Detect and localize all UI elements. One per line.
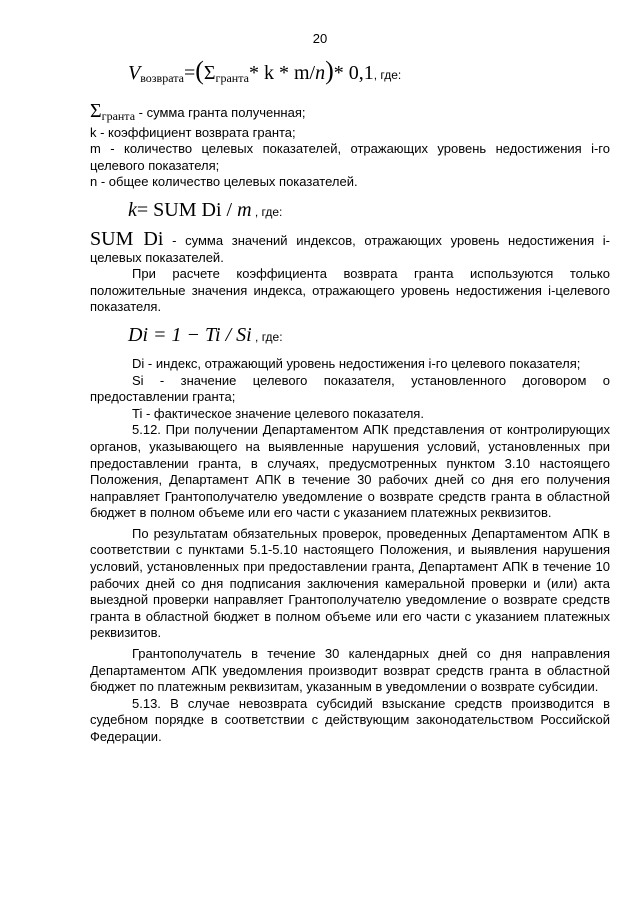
sumdi-head: SUM Di xyxy=(90,227,164,250)
definition-n: n - общее количество целевых показателей. xyxy=(90,174,358,190)
definition-ti: Ti - фактическое значение целевого показателя. xyxy=(132,405,424,421)
definition-si: Si - значение целевого показателя, установленного договором о предоставлении гранта; xyxy=(90,372,610,405)
formula2-mid: = SUM Di / xyxy=(136,198,238,221)
formula3-where: , где: xyxy=(251,329,283,344)
formula-sigma-sub: гранта xyxy=(215,71,249,85)
sumdi-text: - сумма значений индексов, отражающих уровень недостижения i-целевых показателей. xyxy=(90,232,611,265)
definition-di: Di - индекс, отражающий уровень недостижения i-го целевого показателя; xyxy=(132,355,581,371)
formula-open-paren: ( xyxy=(195,56,204,85)
formula-tail: * 0,1 xyxy=(333,62,374,84)
formula2-where: , где: xyxy=(251,204,283,219)
formula-coefficient xyxy=(128,195,610,227)
formula-v-sub: возврата xyxy=(140,71,184,85)
definition-k: k - коэффициент возврата гранта; xyxy=(90,124,296,140)
paragraph-results: По результатам обязательных проверок, проведенных Департаментом АПК в соответствии с пунктами 5.1-5.10 настоящего Положения, и выявления нарушения условий, установленных при предоставлении гранта, Департамент АПК в течение 10 рабочих дней со дня подписания заключения камеральной проверки и (или) акта выездной проверки направляет Грантополучателю уведомление о возврате средств гранта в областной бюджет в полном объеме или его части с указанием платежных реквизитов. xyxy=(90,525,610,641)
formula-where: , где: xyxy=(373,68,402,82)
formula2-k: k xyxy=(128,198,137,221)
formula-middle: * k * m/ xyxy=(248,62,316,84)
formula2-m: m xyxy=(237,198,252,221)
formula-index xyxy=(128,320,610,352)
definition-m: m - количество целевых показателей, отражающих уровень недостижения i-го целевого показателя; xyxy=(90,141,610,173)
sumdi-definition xyxy=(90,227,611,266)
formula-n: n xyxy=(315,62,326,84)
paragraph-calculation: При расчете коэффициента возврата гранта используются только положительные значения индекса, отражающего уровень недостижения i-целевого показателя. xyxy=(90,266,610,315)
sigma-symbol: Σ xyxy=(90,100,102,122)
formula-close-paren: ) xyxy=(325,56,334,85)
formula-sigma: Σ xyxy=(203,62,216,84)
paragraph-recipient: Грантополучатель в течение 30 календарных дней со дня направления Департаментом АПК уведомления производит возврат средств гранта в областной бюджет по платежным реквизитам, указанным в уведомлении о возврате субсидии. xyxy=(90,646,610,695)
sigma-definition xyxy=(90,100,610,125)
sigma-sub: гранта xyxy=(101,109,136,123)
document-body xyxy=(90,52,610,746)
formula-v: V xyxy=(128,62,141,84)
formula-return-amount xyxy=(128,56,610,93)
formula-eq: = xyxy=(183,62,196,84)
formula3-text: Di = 1 − Ti / Si xyxy=(128,323,252,346)
page-number: 20 xyxy=(312,31,328,46)
paragraph-5-12: 5.12. При получении Департаментом АПК представления от контролирующих органов, указывающего на выявленные нарушения условий, установленных при предоставлении гранта, в случаях, предусмотренных пунктом 3.10 настоящего Положения, Департамент АПК в течение 30 рабочих дней со дня его получения направляет Грантополучателю уведомление о возврате средств гранта в областной бюджет в полном объеме или его части с указанием платежных реквизитов. xyxy=(90,422,610,521)
paragraph-5-13: 5.13. В случае невозврата субсидий взыскание средств производится в судебном порядке в соответствии с действующим законодательством Российской Федерации. xyxy=(90,695,610,744)
sigma-def-text: - сумма гранта полученная; xyxy=(135,105,306,120)
